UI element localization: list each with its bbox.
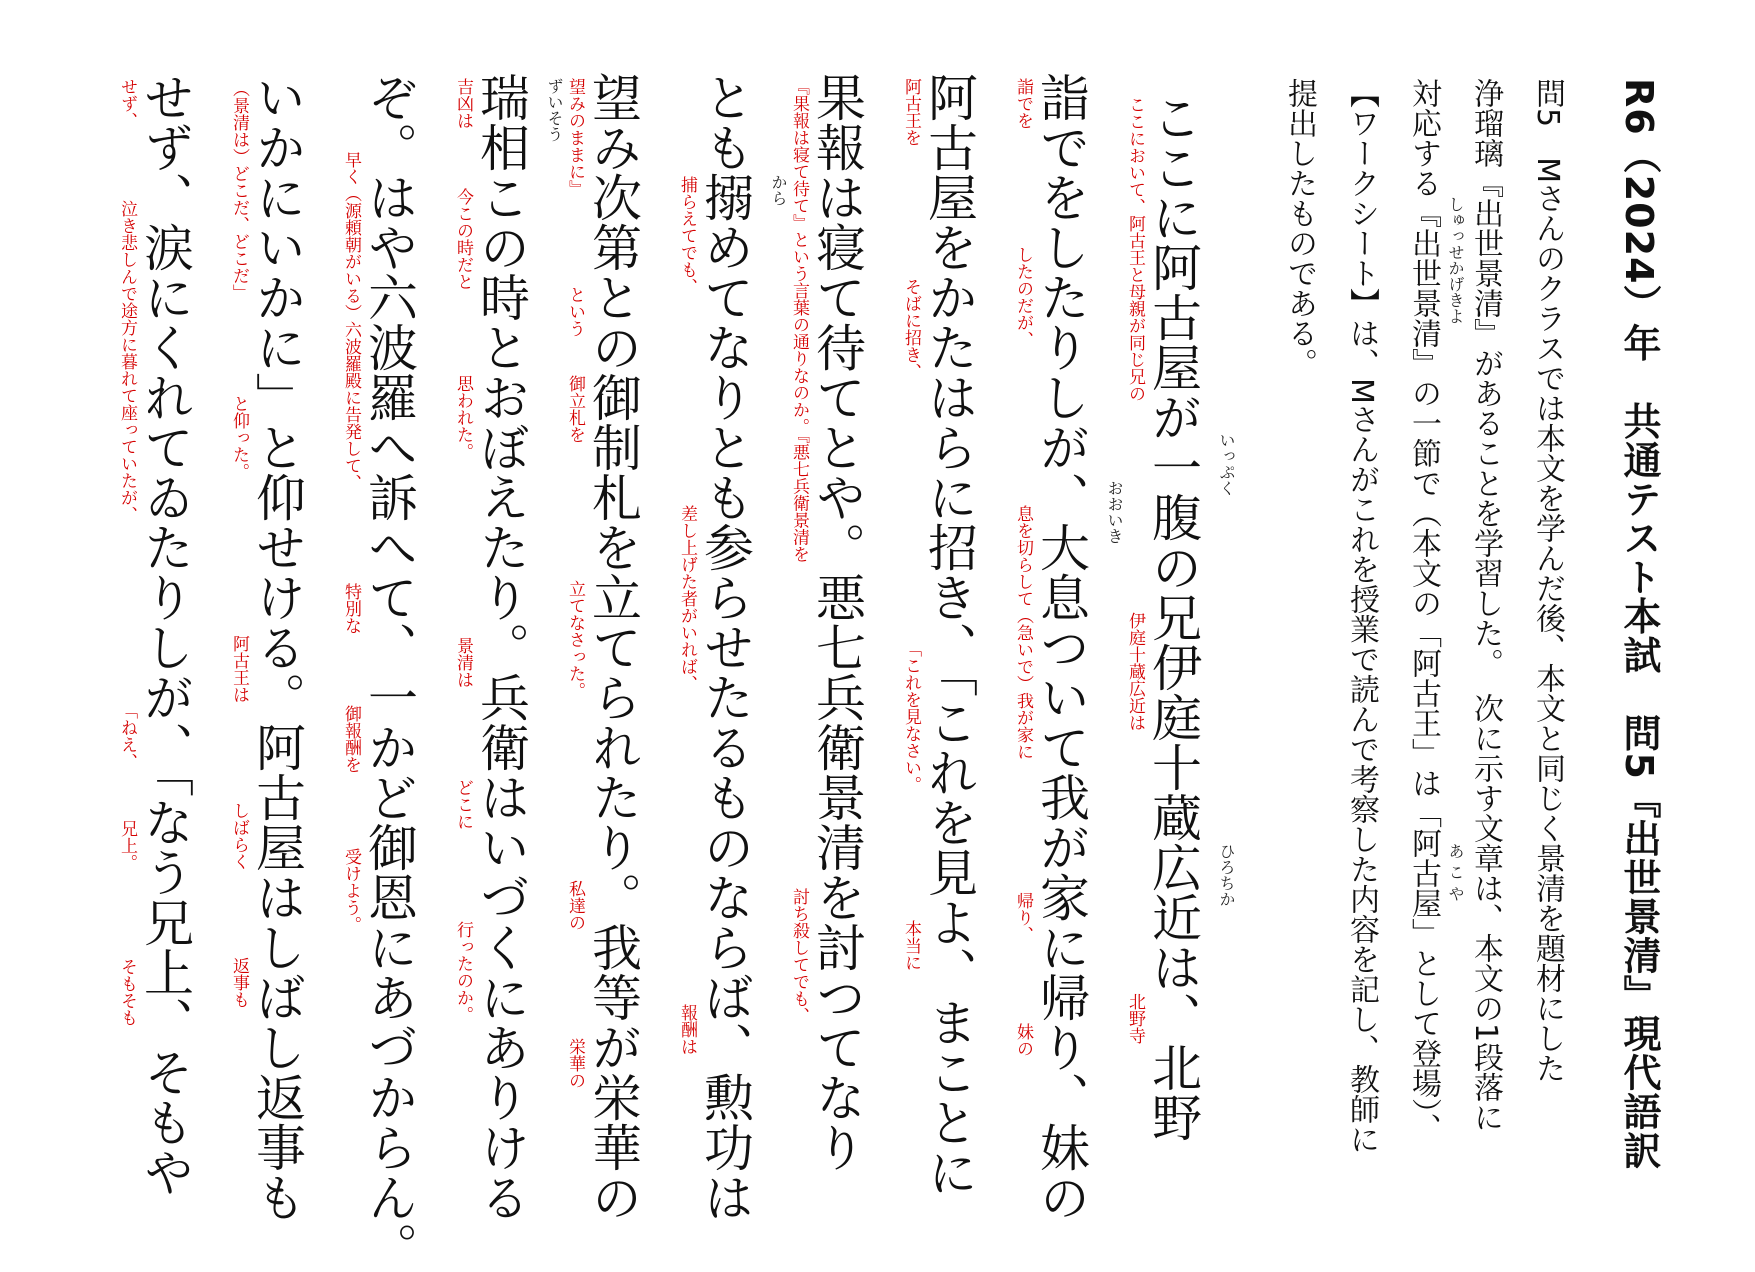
intro-line: 【ワークシート】は、Mさんがこれを授業で読んで考察した内容を記し、教師に (1344, 78, 1379, 1154)
gloss-annotation: 思われた。 (453, 375, 473, 460)
gloss-annotation: 御報酬を (341, 705, 361, 773)
ruby-annotation: おおいき (1105, 480, 1124, 544)
gloss-annotation: 望みのままに』 (565, 78, 585, 197)
gloss-annotation: 景清は (453, 637, 473, 688)
gloss-annotation: 阿古王は (229, 635, 249, 703)
main-text-line: 阿古屋をかたはらに招き、「これを見よ、まことに (920, 72, 978, 1197)
gloss-annotation: ここにおいて、阿古王と母親が同じ兄の (1125, 96, 1145, 402)
gloss-annotation: 特別な (341, 583, 361, 634)
gloss-annotation: 栄華の (565, 1038, 585, 1089)
gloss-annotation: 帰り、 (1013, 892, 1033, 943)
gloss-annotation: 私達の (565, 880, 585, 931)
intro-line: 問5 Mさんのクラスでは本文を学んだ後、本文と同じく景清を題材にした (1530, 78, 1565, 1083)
gloss-annotation: 息を切らして（急いで）我が家に (1013, 505, 1033, 760)
gloss-annotation: と仰った。 (229, 395, 249, 480)
gloss-annotation: 差し上げた者がいれば、 (677, 505, 697, 692)
gloss-annotation: 受けよう。 (341, 848, 361, 933)
gloss-annotation: 御立札を (565, 375, 585, 443)
gloss-annotation: 兄上。 (117, 820, 137, 871)
gloss-annotation: そばに招き、 (901, 278, 921, 380)
gloss-annotation: 返事も (229, 957, 249, 1008)
gloss-annotation: （景清は）どこだ、どこだ」 (229, 80, 249, 301)
main-text-line: 瑞相この時とおぼえたり。兵衛はいづくにありける (472, 72, 530, 1222)
gloss-annotation: せず、 (117, 78, 137, 129)
intro-line: 対応する『出世景清』の一節で（本文の「阿古王」は「阿古屋」として登場）、 (1406, 78, 1441, 1143)
main-text-line: とも搦めてなりとも参らせたるものならば、勲功は (696, 72, 754, 1222)
gloss-annotation: 報酬は (677, 1004, 697, 1055)
gloss-annotation: 今この時だと (453, 188, 473, 290)
gloss-annotation: 立てなさった。 (565, 580, 585, 699)
page-title: R6（2024）年 共通テスト本試 問5『出世景清』現代語訳 (1617, 78, 1661, 1170)
gloss-annotation: 討ち殺してでも、 (789, 888, 809, 1024)
gloss-annotation: 泣き悲しんで途方に暮れて座っていたが、 (117, 200, 137, 523)
gloss-annotation: 北野寺 (1125, 993, 1145, 1044)
gloss-annotation: どこに (453, 779, 473, 830)
gloss-annotation: という (565, 286, 585, 337)
ruby-annotation: しゅっせかげきよ (1446, 196, 1465, 324)
gloss-annotation: 詣でを (1013, 78, 1033, 129)
gloss-annotation: 早く（源頼朝がいる）六波羅殿に告発して、 (341, 151, 361, 491)
ruby-annotation: から (769, 174, 788, 206)
intro-line: 提出したものである。 (1282, 78, 1317, 378)
main-text-line: 詣でをしたりしが、大息ついて我が家に帰り、妹の (1032, 72, 1090, 1222)
gloss-annotation: 『果報は寝て待て』という言葉の通りなのか。『悪七兵衛景清を (789, 78, 809, 563)
ruby-annotation: ずいそう (545, 78, 564, 142)
gloss-annotation: 吉凶は (453, 78, 473, 129)
ruby-annotation: あ こ や (1446, 843, 1465, 902)
gloss-annotation: 本当に (901, 920, 921, 971)
gloss-annotation: したのだが、 (1013, 246, 1033, 348)
main-text-line: 望み次第との御制札を立てられたり。我等が栄華の (584, 72, 642, 1222)
main-text-line: ぞ。はや六波羅へ訴へて、一かど御恩にあづからん。 (360, 72, 418, 1272)
gloss-annotation: 伊庭十蔵広近は (1125, 612, 1145, 731)
intro-line: 浄瑠璃『出世景清』があることを学習した。 次に示す文章は、本文の1段落に (1468, 78, 1503, 1133)
main-text-line: ここに阿古屋が一腹の兄伊庭十蔵広近は、北野 (1144, 92, 1202, 1142)
gloss-annotation: しばらく (229, 802, 249, 870)
main-text-line: 果報は寝て待てとや。悪七兵衛景清を討つてなり (808, 72, 866, 1172)
main-text-line: いかにいかに」と仰せける。阿古屋はしばし返事も (248, 72, 306, 1222)
ruby-annotation: ひろちか (1217, 843, 1236, 907)
ruby-annotation: いっぷく (1217, 432, 1236, 496)
gloss-annotation: 行ったのか。 (453, 921, 473, 1023)
gloss-annotation: 「ねえ、 (117, 702, 137, 770)
main-text-line: せず、涙にくれてゐたりしが、「なう兄上、そもや (136, 72, 194, 1197)
gloss-annotation: 捕らえてでも、 (677, 176, 697, 295)
gloss-annotation: 阿古王を (901, 78, 921, 146)
gloss-annotation: 妹の (1013, 1023, 1033, 1057)
gloss-annotation: 「これを見なさい。 (901, 640, 921, 793)
gloss-annotation: そもそも (117, 958, 137, 1026)
